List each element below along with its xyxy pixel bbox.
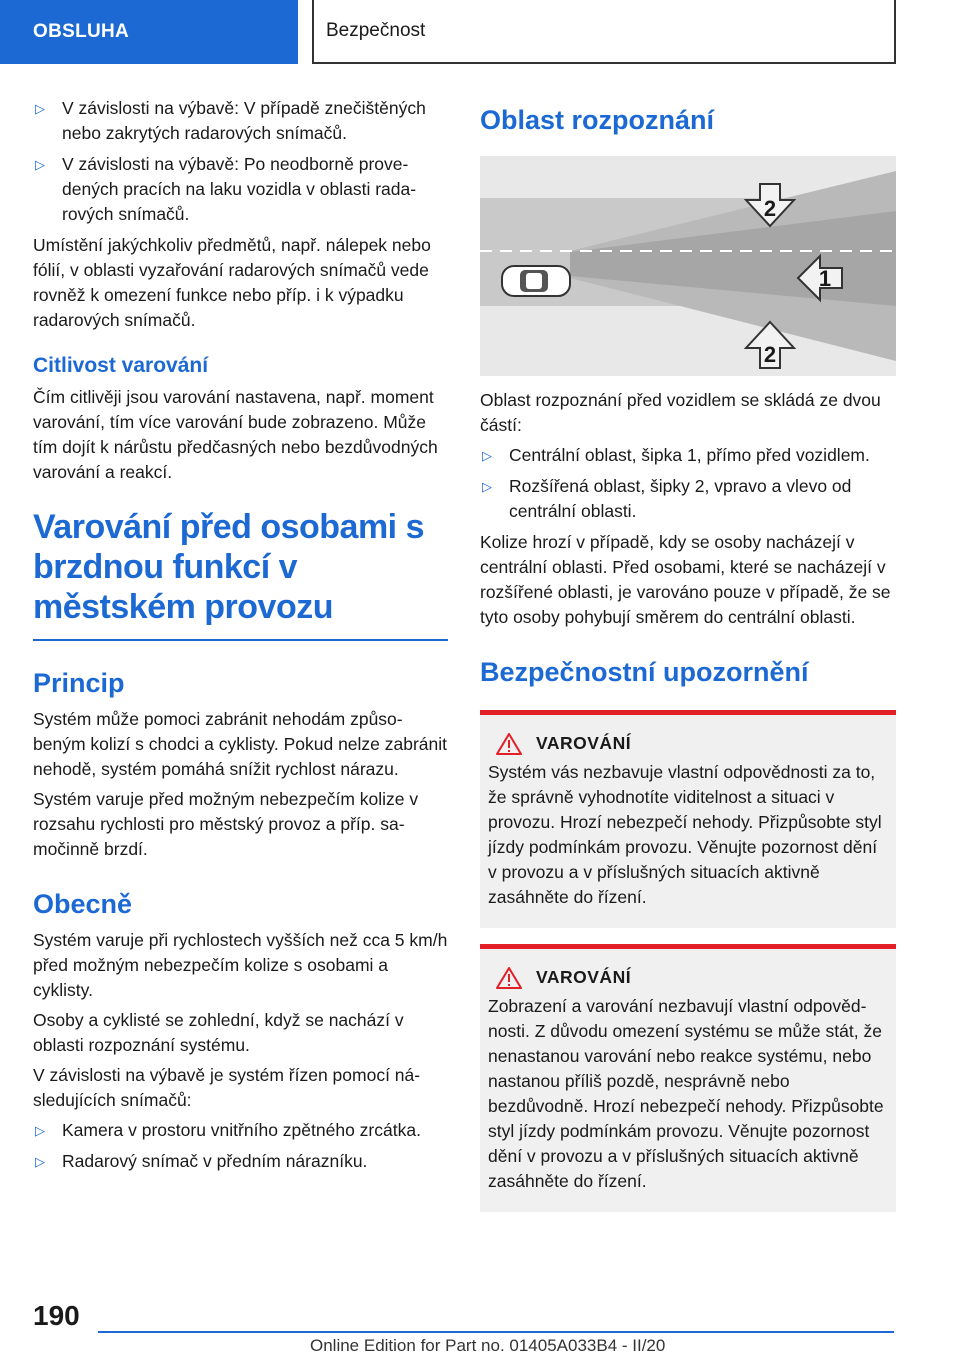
general-paragraph-2: Osoby a cyklisté se zohlední, když se nachází v oblasti rozpoznání systému. — [33, 1010, 404, 1055]
sensitivity-paragraph: Čím citlivěji jsou varování nastavena, např. moment varování, tím více varování bude zobrazeno. Může tím dojít k nárůstu předčasných nebo bezdůvodných varování a reakcí. — [33, 387, 438, 482]
list-item: ▷ V závislosti na výbavě: V případě znečištěných nebo zakrytých radarových snímačů. — [35, 98, 426, 143]
general-heading: Obecně — [33, 889, 133, 919]
car-icon — [502, 266, 570, 296]
warning-text: Zobrazení a varování nezbavují vlastní odpovědnosti. Z důvodu omezení systému se může stát, že nenastanou varování nebo reakce systému, nebo nastanou příliš pozdě, nesprávně nebo bezdůvodně. Hrozí nebezpečí nehody. Přizpůsobte styl jízdy podmínkám provozu. Věnujte pozornost dění v provozu a v příslušných situacích aktivně zasáhněte do řízení. — [488, 996, 884, 1191]
warning-title: VAROVÁNÍ — [536, 967, 632, 987]
sensor-list — [33, 1118, 448, 1174]
detection-heading: Oblast rozpoznání — [480, 105, 715, 135]
warning-box-2 — [480, 944, 896, 1212]
warning-triangle-icon — [496, 733, 522, 755]
detection-diagram-svg — [480, 156, 896, 376]
triangle-bullet-icon: ▷ — [482, 479, 492, 494]
arrow-label-center: 1 — [818, 266, 832, 291]
detection-area-diagram — [480, 156, 896, 376]
stickers-paragraph: Umístění jakýchkoliv předmětů, např. nálepek nebo fólií, v oblasti vyzařování radarových snímačů vede rovněž k omezení funkce nebo příp. i k výpadku radarových snímačů. — [33, 235, 431, 330]
warning-title: VAROVÁNÍ — [536, 733, 632, 753]
triangle-bullet-icon: ▷ — [35, 157, 45, 172]
footer-divider — [98, 1331, 894, 1333]
list-item: ▷ V závislosti na výbavě: Po neodborně provedených pracích na laku vozidla v oblasti radarových snímačů. — [35, 154, 417, 224]
general-paragraph-3: V závislosti na výbavě je systém řízen pomocí následujících snímačů: — [33, 1065, 421, 1110]
list-item: ▷ Kamera v prostoru vnitřního zpětného zrcátka. — [33, 1118, 448, 1143]
chapter-title: Bezpečnost — [312, 0, 896, 64]
principle-paragraph-2: Systém varuje před možným nebezpečím kolize v rozsahu rychlosti pro městský provoz a příp. samočinně brzdí. — [33, 789, 419, 859]
bullet-list-top — [33, 96, 448, 227]
triangle-bullet-icon: ▷ — [35, 1123, 45, 1138]
right-column — [480, 96, 896, 1212]
warning-box-1 — [480, 710, 896, 928]
arrow-label-top: 2 — [763, 196, 777, 221]
section-tab: OBSLUHA — [0, 0, 298, 64]
triangle-bullet-icon: ▷ — [482, 448, 492, 463]
principle-heading: Princip — [33, 668, 125, 698]
main-heading: Varování před osobami s brzdnou funkcí v městském provozu — [33, 507, 448, 641]
sensitivity-heading: Citlivost varování — [33, 354, 209, 377]
detection-list — [480, 443, 896, 524]
principle-paragraph-1: Systém může pomoci zabránit nehodám způsobeným kolizí s chodci a cyklisty. Pokud nelze zabránit nehodě, systém pomáhá snížit rychlost nárazu. — [33, 709, 448, 779]
edition-text: Online Edition for Part no. 01405A033B4 - II/20 — [310, 1336, 666, 1355]
warning-text: Systém vás nezbavuje vlastní odpovědnosti za to, že správně vyhodnotíte viditelnost a situaci v provozu. Hrozí nebezpečí nehody. Přizpůsobte styl jízdy podmínkám provozu. Věnujte pozornost dění v provozu a v příslušných situacích aktivně zasáhněte do řízení. — [488, 762, 882, 907]
safety-heading: Bezpečnostní upozornění — [480, 657, 809, 687]
general-paragraph-1: Systém varuje při rychlostech vyšších než cca 5 km/h před možným nebezpečím kolize s osobami a cyklisty. — [33, 930, 448, 1000]
list-item: ▷ Radarový snímač v předním nárazníku. — [33, 1149, 448, 1174]
arrow-label-bottom: 2 — [763, 342, 777, 367]
list-item: ▷ Rozšířená oblast, šipky 2, vpravo a vlevo od centrální oblasti. — [482, 476, 852, 521]
warning-triangle-icon — [496, 967, 522, 989]
triangle-bullet-icon: ▷ — [35, 101, 45, 116]
triangle-bullet-icon: ▷ — [35, 1154, 45, 1169]
detection-paragraph: Kolize hrozí v případě, kdy se osoby nacházejí v centrální oblasti. Před osobami, které se nacházejí v rozšířené oblasti, je varováno pouze v případě, že se tyto osoby pohybují směrem do centrální oblasti. — [480, 532, 891, 627]
list-item: ▷ Centrální oblast, šipka 1, přímo před vozidlem. — [480, 443, 896, 468]
left-column — [33, 96, 448, 1180]
detection-intro: Oblast rozpoznání před vozidlem se skládá ze dvou částí: — [480, 390, 881, 435]
page-number: 190 — [33, 1300, 80, 1331]
